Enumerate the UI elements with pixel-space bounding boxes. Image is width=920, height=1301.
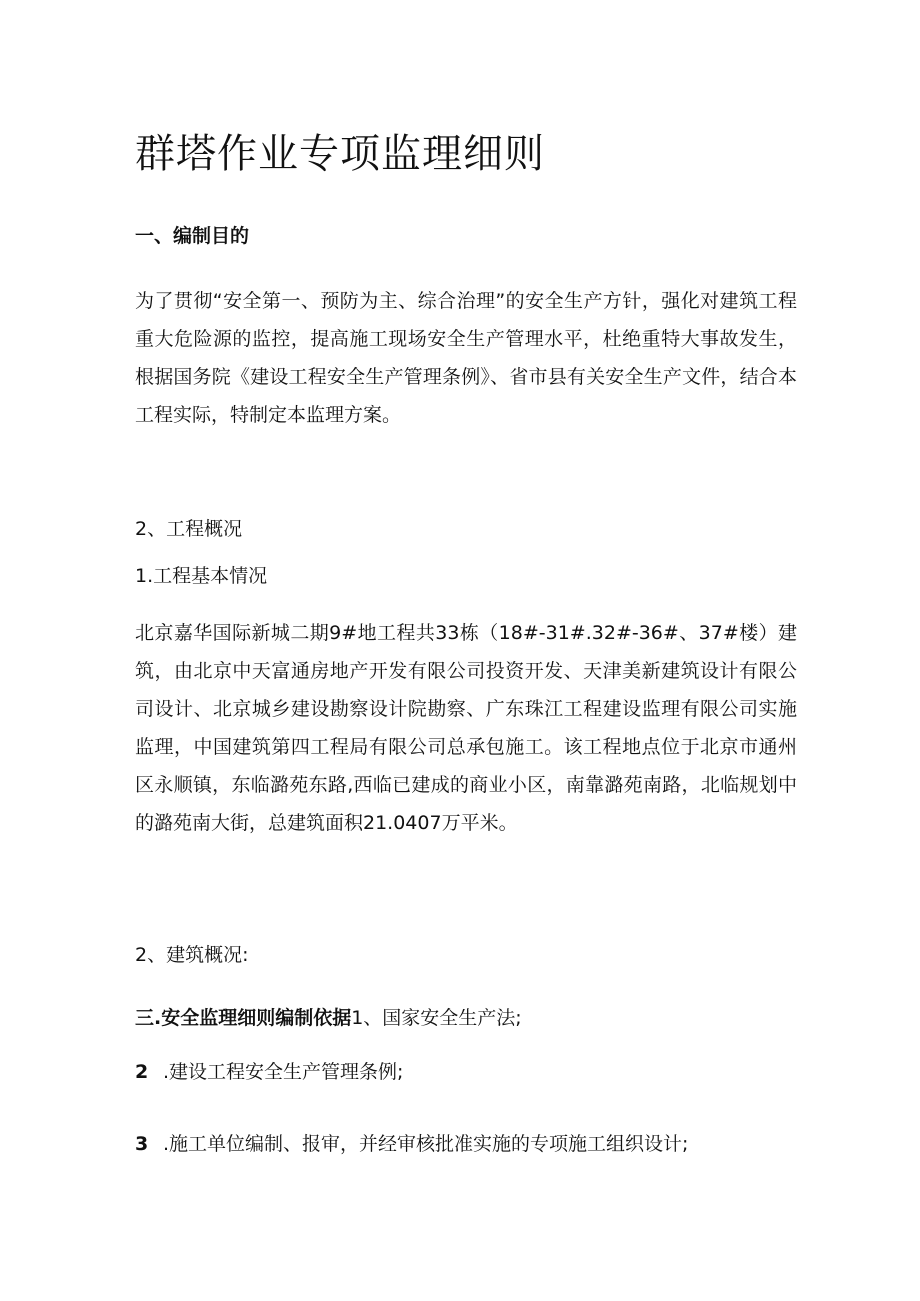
section-2-subheading: 1.工程基本情况 xyxy=(135,565,268,587)
section-3-item-2 xyxy=(135,1057,403,1084)
item-3-number: 3 xyxy=(135,1133,149,1155)
section-2-heading: 2、工程概况 xyxy=(135,518,243,540)
section-2-subheading-2: 2、建筑概况: xyxy=(135,944,249,966)
item-2-text: .建设工程安全生产管理条例; xyxy=(163,1061,404,1083)
section-2-body: 北京嘉华国际新城二期9#地工程共33栋（18#-31#.32#-36#、37#楼）建筑，由北京中天富通房地产开发有限公司投资开发、天津美新建筑设计有限公司设计、北京城乡建设勘察设计院勘察、广东珠江工程建设监理有限公司实施监理，中国建筑第四工程局有限公司总承包施工。该工程地点位于北京市通州区永顺镇，东临潞苑东路,西临已建成的商业小区，南靠潞苑南路，北临规划中的潞苑南大街，总建筑面积21.0407万平米。 xyxy=(135,622,797,834)
section-3-heading-line xyxy=(135,1003,522,1030)
section-3-item-1: 1、国家安全生产法; xyxy=(351,1007,522,1029)
item-2-number: 2 xyxy=(135,1061,149,1083)
section-3-heading: 三.安全监理细则编制依据 xyxy=(135,1007,352,1029)
section-1-heading: 一、编制目的 xyxy=(135,225,250,247)
item-3-text: .施工单位编制、报审，并经审核批准实施的专项施工组织设计; xyxy=(163,1133,689,1155)
section-1-body: 为了贯彻“安全第一、预防为主、综合治理”的安全生产方针，强化对建筑工程重大危险源的监控，提高施工现场安全生产管理水平，杜绝重特大事故发生，根据国务院《建设工程安全生产管理条例》、省市县有关安全生产文件，结合本工程实际，特制定本监理方案。 xyxy=(135,290,797,426)
document-title: 群塔作业专项监理细则 xyxy=(135,131,545,177)
section-3-item-3 xyxy=(135,1129,688,1156)
